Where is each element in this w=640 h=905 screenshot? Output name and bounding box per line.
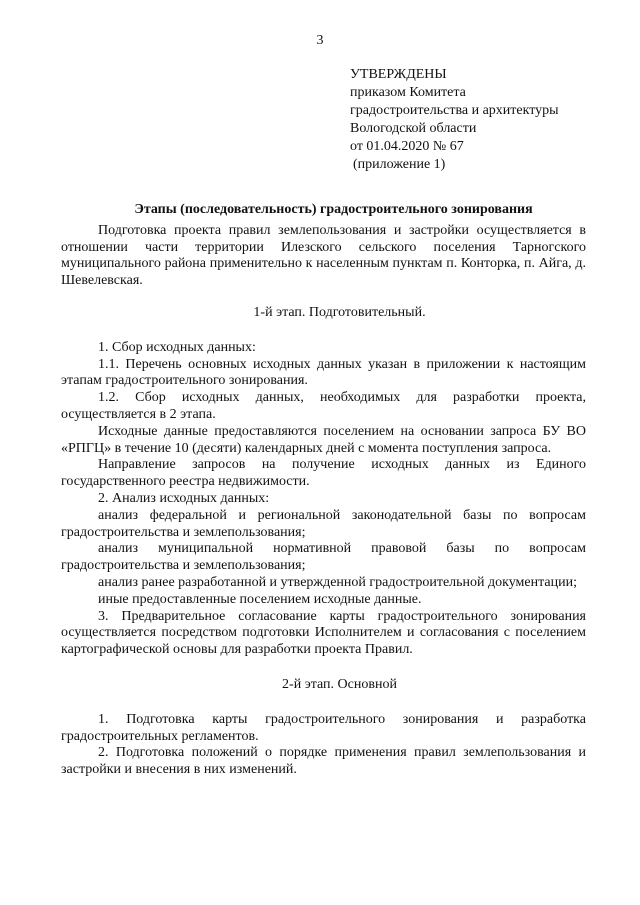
list-item: анализ муниципальной нормативной правовой базы по вопросам градостроительства и землепользования; [61,541,586,574]
paragraph: 1. Сбор исходных данных: [98,339,256,355]
document-body [61,202,586,779]
approval-appendix: (приложение 1) [353,157,446,172]
stage2-heading: 2-й этап. Основной [282,676,397,692]
approval-heading: УТВЕРЖДЕНЫ [350,67,447,82]
approval-line: градостроительства и архитектуры [350,103,559,118]
list-item: иные предоставленные поселением исходные данные. [98,591,422,607]
paragraph: 1.1. Перечень основных исходных данных указан в приложении к настоящим этапам градостроительного зонирования. [61,356,586,389]
stage1-heading: 1-й этап. Подготовительный. [253,304,426,320]
intro-paragraph: Подготовка проекта правил землепользования и застройки осуществляется в отношении части территории Илезского сельского поселения Тарногского муниципального района применительно к населенным пунктам п. Конторка, п. Айга, д. Шевелевская. [61,222,586,289]
list-item: анализ ранее разработанной и утвержденной градостроительной документации; [98,574,577,590]
approval-order-number: от 01.04.2020 № 67 [350,139,464,154]
approval-stamp [350,66,559,174]
page-number: 3 [316,33,324,48]
paragraph: Направление запросов на получение исходных данных из Единого государственного реестра недвижимости. [61,457,586,490]
paragraph: 2. Подготовка положений о порядке применения правил землепользования и застройки и внесения в них изменений. [61,745,586,778]
paragraph: Исходные данные предоставляются поселением на основании запроса БУ ВО «РПГЦ» в течение 10 (десяти) календарных дней с момента поступления запроса. [61,423,586,456]
list-item: анализ федеральной и региональной законодательной базы по вопросам градостроительства и землепользования; [61,507,586,540]
paragraph: 2. Анализ исходных данных: [98,490,270,506]
paragraph: 1. Подготовка карты градостроительного зонирования и разработка градостроительных регламентов. [61,711,586,744]
approval-line: Вологодской области [350,121,477,136]
document-title: Этапы (последовательность) градостроительного зонирования [134,202,533,217]
approval-line: приказом Комитета [350,85,466,100]
paragraph: 3. Предварительное согласование карты градостроительного зонирования осуществляется посредством подготовки Исполнителем и согласования с поселением картографической основы для разработки проекта Правил. [61,608,586,658]
paragraph: 1.2. Сбор исходных данных, необходимых для разработки проекта, осуществляется в 2 этапа. [61,390,586,422]
